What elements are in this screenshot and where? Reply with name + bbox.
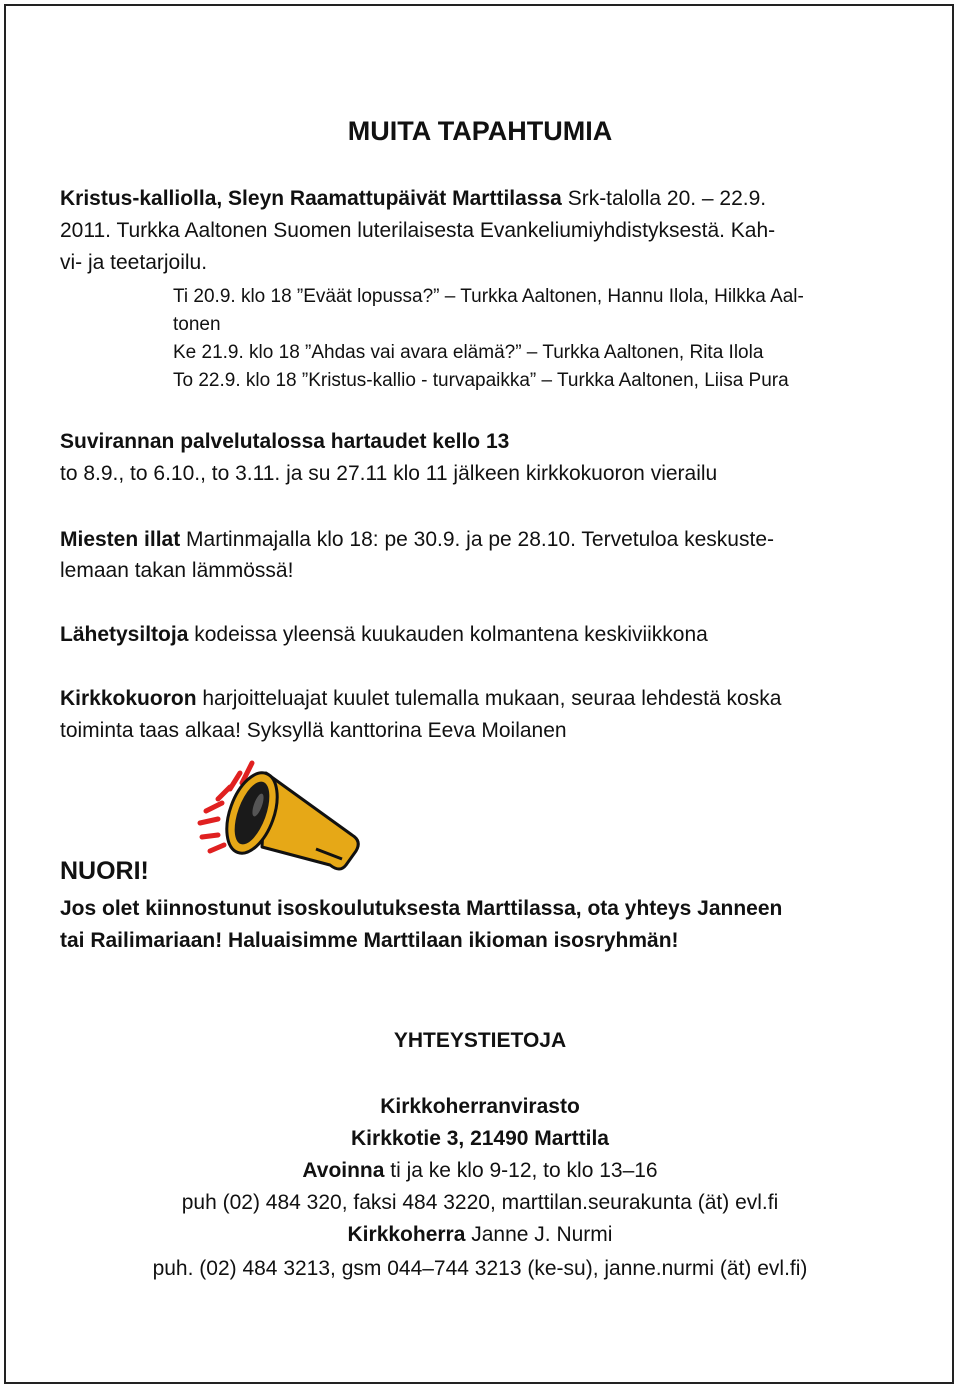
raamattupaivat-line3: vi- ja teetarjoilu.: [60, 251, 208, 274]
suvirannan-dates: to 8.9., to 6.10., to 3.11. ja su 27.11 klo 11 jälkeen kirkkokuoron vierailu: [60, 462, 718, 485]
miesten-line2: lemaan takan lämmössä!: [60, 559, 294, 582]
vicar-line: [0, 1222, 960, 1248]
lahetys-heading: Lähetysiltoja: [60, 623, 189, 646]
raamattupaivat-line2: 2011. Turkka Aaltonen Suomen luterilaisesta Evankeliumiyhdistyksestä. Kah-: [60, 219, 776, 242]
miesten-text: Martinmajalla klo 18: pe 30.9. ja pe 28.10. Tervetuloa keskuste-: [180, 528, 774, 551]
office-hours-label: Avoinna: [302, 1159, 385, 1182]
horn-icon: [196, 755, 366, 875]
raamattupaivat-line1: [60, 186, 766, 212]
nuori-line2: tai Railimariaan! Haluaisimme Marttilaan ikioman isosryhmän!: [60, 929, 679, 952]
office-phone: puh (02) 484 320, faksi 484 3220, marttilan.seurakunta (ät) evl.fi: [181, 1191, 779, 1214]
nuori-line1: Jos olet kiinnostunut isoskoulutuksesta Marttilassa, ota yhteys Janneen: [60, 897, 783, 920]
raamattupaivat-heading: Kristus-kalliolla, Sleyn Raamattupäivät Marttilassa: [60, 187, 562, 210]
office-address: Kirkkotie 3, 21490 Marttila: [351, 1127, 609, 1150]
raamattupaivat-tue-cont: tonen: [173, 314, 221, 335]
kuoro-line2: toiminta taas alkaa! Syksyllä kanttorina Eeva Moilanen: [60, 719, 567, 742]
vicar-phone: puh. (02) 484 3213, gsm 044–744 3213 (ke-su), janne.nurmi (ät) evl.fi): [152, 1257, 808, 1280]
office-name: Kirkkoherranvirasto: [380, 1095, 580, 1118]
miesten-heading: Miesten illat: [60, 528, 181, 551]
kuoro-heading: Kirkkokuoron: [60, 687, 197, 710]
office-hours: [0, 1158, 960, 1184]
kuoro-line1: [60, 686, 781, 712]
kuoro-text: harjoitteluajat kuulet tulemalla mukaan, seuraa lehdestä koska: [196, 687, 782, 710]
yhteystiedot-heading: YHTEYSTIETOJA: [393, 1029, 567, 1052]
raamattupaivat-wed: Ke 21.9. klo 18 ”Ahdas vai avara elämä?” – Turkka Aaltonen, Rita Ilola: [173, 342, 764, 363]
page-title: MUITA TAPAHTUMIA: [347, 116, 613, 146]
raamattupaivat-thu: To 22.9. klo 18 ”Kristus-kallio - turvapaikka” – Turkka Aaltonen, Liisa Pura: [173, 370, 789, 391]
suvirannan-heading: Suvirannan palvelutalossa hartaudet kello 13: [60, 430, 510, 453]
raamattupaivat-dates: Srk-talolla 20. – 22.9.: [561, 187, 767, 210]
raamattupaivat-tue: Ti 20.9. klo 18 ”Eväät lopussa?” – Turkka Aaltonen, Hannu Ilola, Hilkka Aal-: [173, 286, 804, 307]
vicar-label: Kirkkoherra: [347, 1223, 466, 1246]
lahetys-line: [60, 622, 708, 648]
lahetys-text: kodeissa yleensä kuukauden kolmantena keskiviikkona: [188, 623, 708, 646]
vicar-name: Janne J. Nurmi: [465, 1223, 613, 1246]
nuori-heading: NUORI!: [60, 857, 149, 885]
miesten-line1: [60, 527, 774, 553]
office-hours-text: ti ja ke klo 9-12, to klo 13–16: [384, 1159, 658, 1182]
